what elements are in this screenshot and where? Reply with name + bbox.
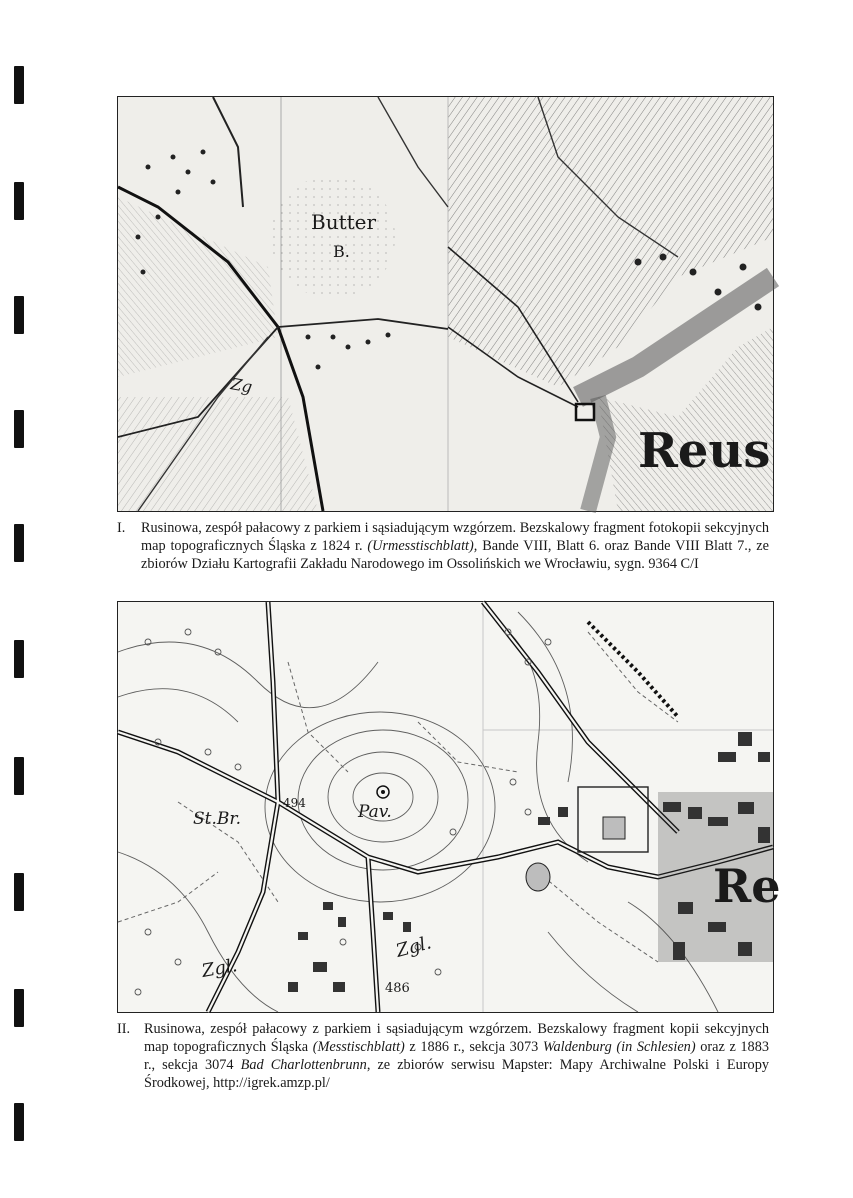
binder-mark (14, 296, 24, 334)
map-label-elevation-494: 494 (283, 796, 306, 810)
map-label-pav: Pav. (358, 802, 392, 822)
caption-italic: (Messtischblatt) (312, 1039, 405, 1055)
map-label-zg: Zg (229, 374, 254, 397)
map-label-zgl-1: Zgl. (393, 932, 434, 962)
map-label-elevation-486: 486 (385, 981, 410, 996)
map-label-hill: Butter (311, 210, 377, 234)
caption-italic: Waldenburg (in Schlesien) (542, 1039, 696, 1055)
binder-mark (14, 640, 24, 678)
binder-mark (14, 524, 24, 562)
caption-text: Bande VIII, Blatt 6. oraz Bande VIII Blatt 7., ze zbiorów Działu Kartografii Zakładu Narodowego im Ossolińskich we Wrocławiu, sygn. 9364 C/I (141, 538, 769, 572)
map-label-town: Reus (638, 423, 771, 479)
topographic-map-1886 (117, 601, 781, 1013)
caption-text: Rusinowa, zespół pałacowy z parkiem i sąsiadującym wzgórzem. Bezskalowy fragment kopii sekcyjnych map topograficznych Śląska (144, 1021, 769, 1055)
caption-text: z 1886 r., sekcja 3073 (404, 1039, 543, 1055)
historical-map-1824 (117, 96, 774, 512)
binder-mark (14, 66, 24, 104)
map-label-zgl-2: Zgl. (200, 955, 239, 982)
figure-2-caption (117, 1020, 769, 1092)
map-label-stbr: St.Br. (193, 809, 242, 829)
map-label-hill-abbr: B. (333, 242, 350, 261)
binder-mark (14, 182, 24, 220)
binder-mark (14, 873, 24, 911)
caption-text: oraz z 1883 r., sekcja 3074 (144, 1039, 769, 1073)
caption-text: , ze zbiorów serwisu Mapster: Mapy Archiwalne Polski i Europy Środkowej, http://igrek.amzp.pl/ (144, 1057, 769, 1091)
map-label-town: Re (713, 859, 781, 913)
binder-mark (14, 757, 24, 795)
caption-number: I. (117, 520, 126, 536)
caption-text: Rusinowa, zespół pałacowy z parkiem i sąsiadującym wzgórzem. Bezskalowy fragment fotokopii sekcyjnych map topograficznych Śląska z 1824 r. (141, 520, 769, 554)
binder-mark (14, 410, 24, 448)
figure-1-caption (117, 519, 769, 573)
caption-italic: (Urmesstischblatt), (367, 538, 478, 554)
binder-mark (14, 1103, 24, 1141)
binder-mark (14, 989, 24, 1027)
caption-number: II. (117, 1021, 131, 1037)
caption-italic: Bad Charlottenbrunn (240, 1057, 367, 1073)
